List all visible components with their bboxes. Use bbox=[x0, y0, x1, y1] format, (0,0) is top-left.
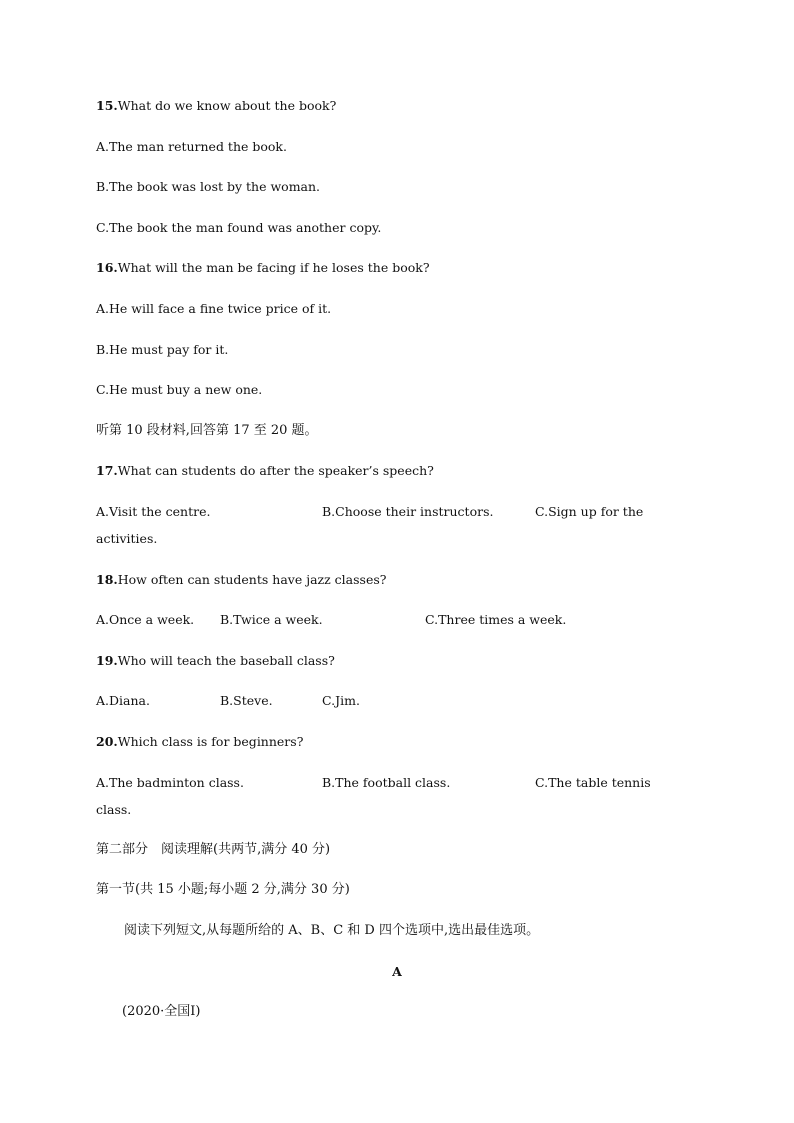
question-17 bbox=[96, 463, 434, 479]
option-c-continued: class. bbox=[96, 802, 132, 817]
option-c: C.He must buy a new one. bbox=[96, 382, 263, 397]
question-number: 17. bbox=[96, 463, 118, 478]
option-b: B.Twice a week. bbox=[220, 612, 323, 627]
question-number: 19. bbox=[96, 653, 118, 668]
question-stem: What do we know about the book? bbox=[117, 98, 337, 113]
section-title: 第一节(共 15 小题;每小题 2 分,满分 30 分) bbox=[96, 882, 350, 897]
option-a: A.Diana. bbox=[96, 693, 150, 708]
question-stem: Which class is for beginners? bbox=[117, 734, 304, 749]
option-c: C.Jim. bbox=[322, 693, 360, 708]
section-instruction: 听第 10 段材料,回答第 17 至 20 题。 bbox=[96, 423, 318, 438]
option-a: A.The badminton class. bbox=[96, 775, 244, 790]
option-b: B.The football class. bbox=[322, 775, 451, 790]
passage-label: A bbox=[392, 964, 402, 979]
option-c: C.Three times a week. bbox=[425, 612, 567, 627]
option-a: A.Once a week. bbox=[96, 612, 195, 627]
source-label: (2020·全国Ⅰ) bbox=[122, 1004, 201, 1019]
option-b: B.He must pay for it. bbox=[96, 342, 229, 357]
option-c: C.The table tennis bbox=[535, 775, 651, 790]
part-title: 第二部分 阅读理解(共两节,满分 40 分) bbox=[96, 842, 331, 857]
instructions: 阅读下列短文,从每题所给的 A、B、C 和 D 四个选项中,选出最佳选项。 bbox=[124, 923, 540, 938]
option-a: A.The man returned the book. bbox=[96, 139, 287, 154]
question-stem: Who will teach the baseball class? bbox=[117, 653, 335, 668]
question-15 bbox=[96, 98, 336, 114]
question-18 bbox=[96, 572, 386, 588]
question-20 bbox=[96, 734, 303, 750]
question-stem: What can students do after the speaker’s speech? bbox=[117, 463, 434, 478]
question-16 bbox=[96, 260, 430, 276]
option-c: C.Sign up for the bbox=[535, 504, 644, 519]
option-c-continued: activities. bbox=[96, 531, 158, 546]
option-b: B.Choose their instructors. bbox=[322, 504, 494, 519]
option-a: A.He will face a fine twice price of it. bbox=[96, 301, 332, 316]
option-c: C.The book the man found was another copy. bbox=[96, 220, 382, 235]
option-b: B.Steve. bbox=[220, 693, 273, 708]
question-number: 18. bbox=[96, 572, 118, 587]
question-19 bbox=[96, 653, 335, 669]
option-a: A.Visit the centre. bbox=[96, 504, 211, 519]
question-number: 20. bbox=[96, 734, 118, 749]
question-number: 16. bbox=[96, 260, 118, 275]
question-number: 15. bbox=[96, 98, 118, 113]
question-stem: What will the man be facing if he loses the book? bbox=[117, 260, 430, 275]
question-stem: How often can students have jazz classes? bbox=[117, 572, 387, 587]
option-b: B.The book was lost by the woman. bbox=[96, 179, 321, 194]
